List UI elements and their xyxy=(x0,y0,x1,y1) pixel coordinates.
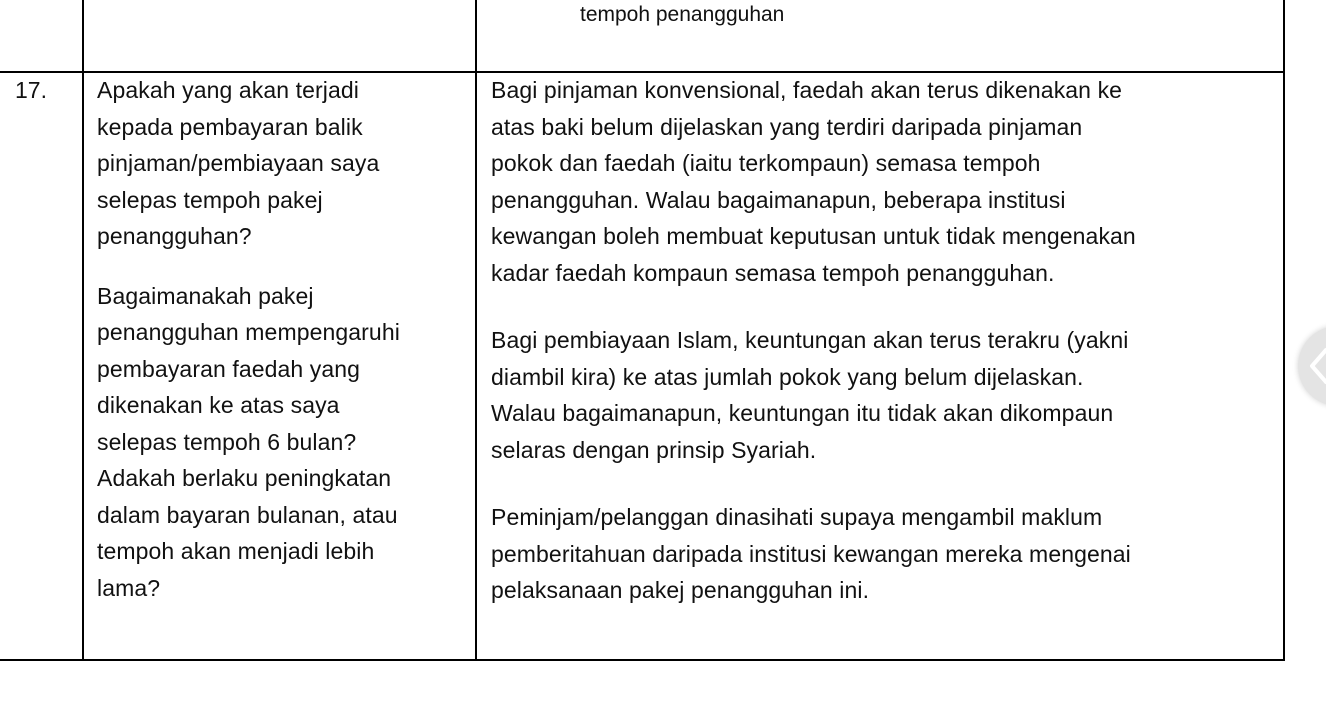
question-2-line: dalam bayaran bulanan, atau xyxy=(97,501,398,528)
question-2-line: dikenakan ke atas saya xyxy=(97,392,340,418)
table-left-border-top xyxy=(82,0,84,72)
side-page-nav-button[interactable] xyxy=(1298,326,1326,406)
question-2 xyxy=(97,278,400,607)
answer-line: diambil kira) ke atas jumlah pokok yang belum dijelaskan. xyxy=(491,363,1084,390)
answer-line: Walau bagaimanapun, keuntungan itu tidak akan dikompaun xyxy=(491,400,1114,426)
table-bottom-border xyxy=(0,659,1285,661)
answer-line: atas baki belum dijelaskan yang terdiri daripada pinjaman xyxy=(491,113,1083,140)
answer-paragraph-1 xyxy=(491,72,1136,291)
question-2-line: selepas tempoh 6 bulan? xyxy=(97,428,357,455)
question-cell xyxy=(97,72,400,606)
chevron-left-icon xyxy=(1304,346,1326,386)
answer-paragraph-3 xyxy=(491,499,1136,609)
question-1 xyxy=(97,72,400,255)
answer-line: kewangan boleh membuat keputusan untuk tidak mengenakan xyxy=(491,223,1136,249)
table-right-border xyxy=(1283,0,1285,661)
row-number: 17. xyxy=(15,77,47,103)
question-1-line: selepas tempoh pakej xyxy=(97,186,323,213)
question-2-line: pembayaran faedah yang xyxy=(97,355,361,382)
answer-line: selaras dengan prinsip Syariah. xyxy=(491,436,817,463)
answer-line: pemberitahuan daripada institusi kewangan mereka mengenai xyxy=(491,540,1131,567)
question-2-line: tempoh akan menjadi lebih xyxy=(97,538,375,564)
question-2-line: penangguhan mempengaruhi xyxy=(97,319,400,345)
answer-paragraph-2 xyxy=(491,322,1136,468)
question-2-line: Adakah berlaku peningkatan xyxy=(97,465,392,491)
table-column-divider-top xyxy=(475,0,477,72)
question-1-line: kepada pembayaran balik xyxy=(97,113,363,140)
question-1-line: penangguhan? xyxy=(97,223,252,249)
table-number-column-divider xyxy=(82,72,84,661)
question-1-line: Apakah yang akan terjadi xyxy=(97,77,359,103)
answer-cell xyxy=(491,72,1136,609)
question-2-line: lama? xyxy=(97,574,161,601)
question-2-line: Bagaimanakah pakej xyxy=(97,282,314,309)
previous-row-answer-tail: tempoh penangguhan xyxy=(580,3,785,26)
answer-line: Bagi pembiayaan Islam, keuntungan akan terus terakru (yakni xyxy=(491,327,1129,353)
answer-line: pokok dan faedah (iaitu terkompaun) semasa tempoh xyxy=(491,150,1041,176)
table-column-divider xyxy=(475,72,477,661)
question-1-line: pinjaman/pembiayaan saya xyxy=(97,150,380,176)
answer-line: penangguhan. Walau bagaimanapun, beberapa institusi xyxy=(491,186,1066,213)
answer-line: Peminjam/pelanggan dinasihati supaya mengambil maklum xyxy=(491,504,1103,530)
answer-line: pelaksanaan pakej penangguhan ini. xyxy=(491,577,870,603)
answer-line: kadar faedah kompaun semasa tempoh penangguhan. xyxy=(491,259,1055,286)
answer-line: Bagi pinjaman konvensional, faedah akan terus dikenakan ke xyxy=(491,77,1123,103)
